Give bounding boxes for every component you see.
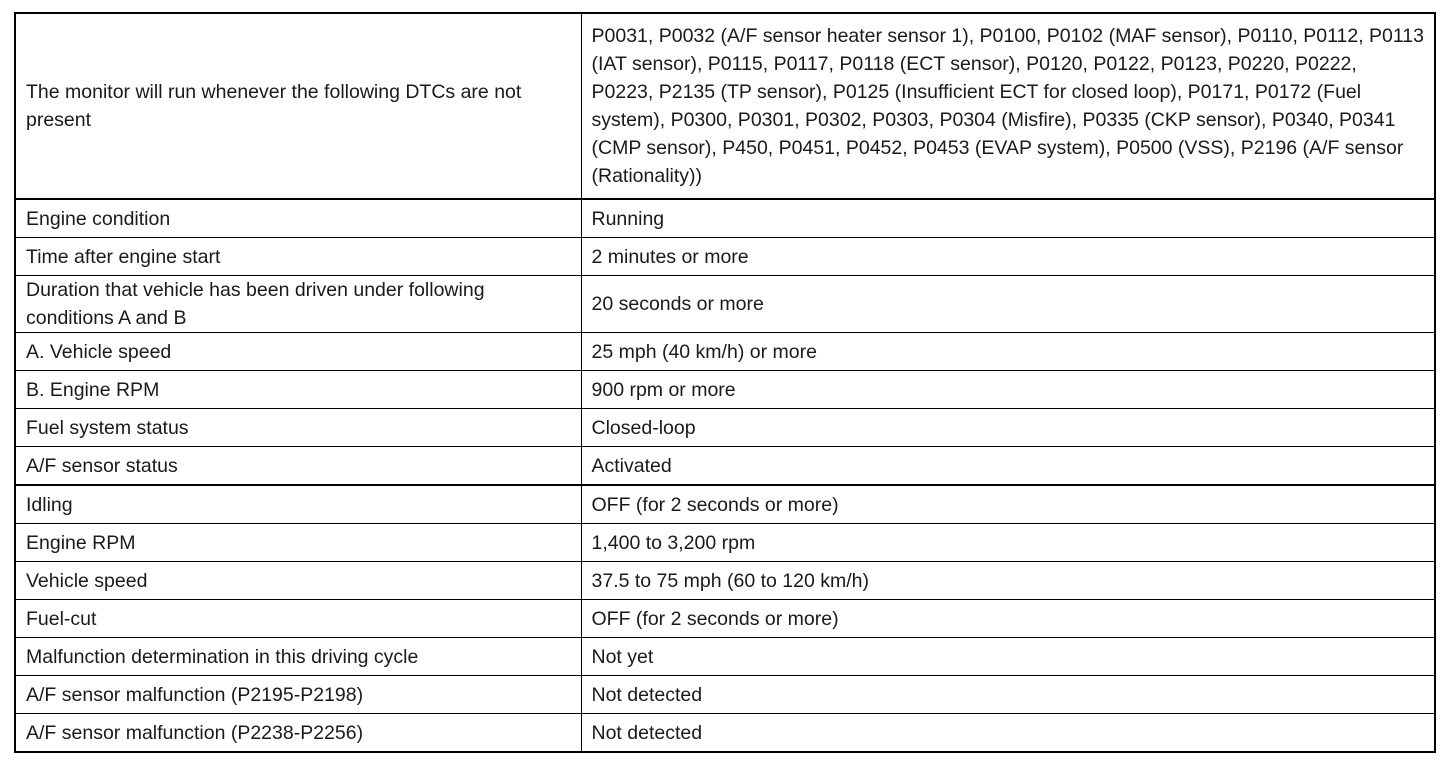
table-row [15,447,1435,486]
row-label: A/F sensor status [15,447,581,486]
row-value: Closed-loop [581,409,1435,447]
row-label: Engine condition [15,199,581,238]
row-value: 20 seconds or more [581,276,1435,333]
row-label: Time after engine start [15,238,581,276]
table-row-dtc-conditions [15,13,1435,199]
row-value: 25 mph (40 km/h) or more [581,333,1435,371]
table-row [15,409,1435,447]
row-value: Not detected [581,714,1435,753]
row-label: Malfunction determination in this driving cycle [15,638,581,676]
table-row [15,238,1435,276]
row-value: Not yet [581,638,1435,676]
table-row [15,638,1435,676]
table-row [15,714,1435,753]
table-row [15,676,1435,714]
table-row [15,199,1435,238]
table-row [15,276,1435,333]
row-label: Fuel system status [15,409,581,447]
row-label: The monitor will run whenever the following DTCs are not present [15,13,581,199]
table-row [15,485,1435,524]
row-value: Activated [581,447,1435,486]
table-body [15,13,1435,752]
row-label: A/F sensor malfunction (P2195-P2198) [15,676,581,714]
row-label: A. Vehicle speed [15,333,581,371]
table-row [15,333,1435,371]
row-label: A/F sensor malfunction (P2238-P2256) [15,714,581,753]
row-value: 37.5 to 75 mph (60 to 120 km/h) [581,562,1435,600]
row-label: B. Engine RPM [15,371,581,409]
table-row [15,371,1435,409]
row-value: OFF (for 2 seconds or more) [581,600,1435,638]
table-row [15,562,1435,600]
row-label: Vehicle speed [15,562,581,600]
row-label: Fuel-cut [15,600,581,638]
table-row [15,524,1435,562]
row-value: P0031, P0032 (A/F sensor heater sensor 1), P0100, P0102 (MAF sensor), P0110, P0112, P0113 (IAT sensor), P0115, P0117, P0118 (ECT sensor), P0120, P0122, P0123, P0220, P0222, P0223, P2135 (TP sensor), P0125 (Insufficient ECT for closed loop), P0171, P0172 (Fuel system), P0300, P0301, P0302, P0303, P0304 (Misfire), P0335 (CKP sensor), P0340, P0341 (CMP sensor), P450, P0451, P0452, P0453 (EVAP system), P0500 (VSS), P2196 (A/F sensor (Rationality)) [581,13,1435,199]
table-row [15,600,1435,638]
row-value: Running [581,199,1435,238]
monitor-conditions-table [14,12,1436,753]
row-value: 1,400 to 3,200 rpm [581,524,1435,562]
row-label: Engine RPM [15,524,581,562]
row-value: 2 minutes or more [581,238,1435,276]
row-value: OFF (for 2 seconds or more) [581,485,1435,524]
row-value: 900 rpm or more [581,371,1435,409]
row-label: Idling [15,485,581,524]
row-label: Duration that vehicle has been driven under following conditions A and B [15,276,581,333]
row-value: Not detected [581,676,1435,714]
